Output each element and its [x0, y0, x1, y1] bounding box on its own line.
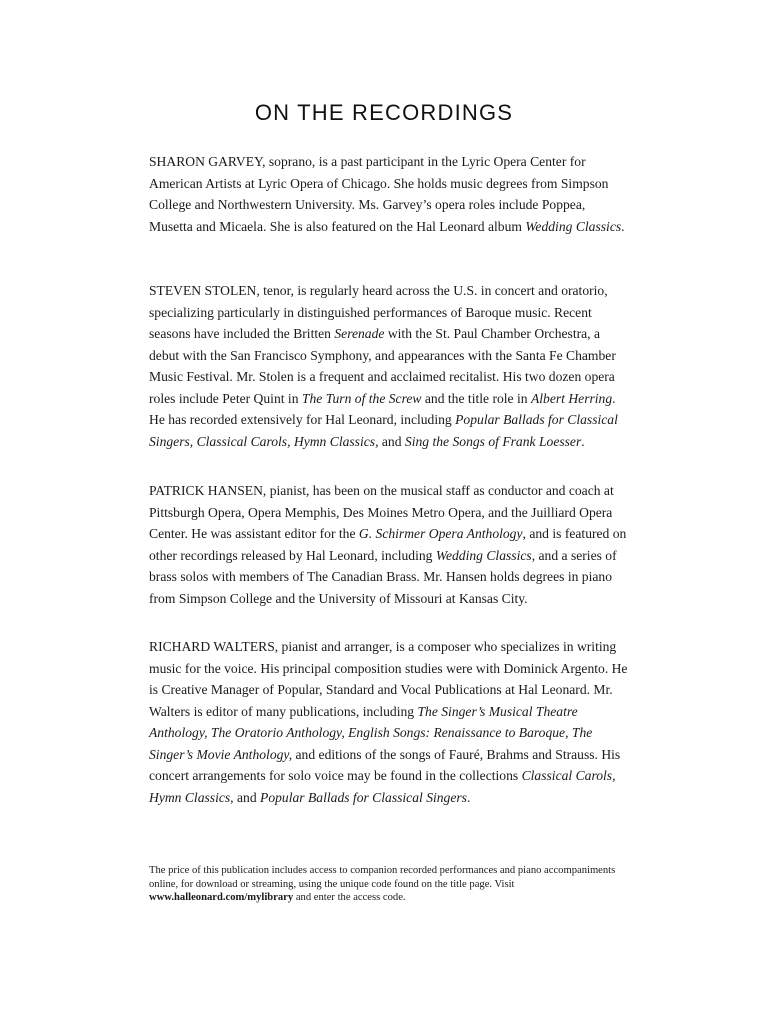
bio-richard-walters — [149, 636, 629, 808]
bio-italic-title: Classical Carols, Hymn Classics, — [149, 768, 616, 805]
bio-patrick-hansen — [149, 480, 629, 609]
bio-text: and editions of the songs of Fauré, Brahms and Strauss. His concert arrangements for solo voice may be found in the collections — [149, 746, 621, 783]
footer-text: and enter the access code. — [293, 892, 406, 904]
bio-text: with the St. Paul Chamber Orchestra, a debut with the San Francisco Symphony, and appearances with the Santa Fe Chamber Music Festival. Mr. Stolen is a frequent and acclaimed recitalist. His two dozen opera roles include Peter Quint in — [149, 326, 616, 406]
bio-italic-title: Popular Ballads for Classical Singers, Classical Carols, Hymn Classics, — [149, 412, 618, 449]
bio-italic-title: The Singer’s Musical Theatre Anthology, The Oratorio Anthology, English Songs: Renaissance to Baroque, The Singer’s Movie Anthology, — [149, 703, 593, 762]
bio-text: . — [466, 789, 471, 805]
footer-text: The price of this publication includes access to companion recorded performances and piano accompaniments online, for download or streaming, using the unique code found on the title page. Visit — [149, 865, 616, 890]
bio-text: SHARON GARVEY, soprano, is a past participant in the Lyric Opera Center for American Artists at Lyric Opera of Chicago. She holds music degrees from Simpson College and Northwestern University. Ms. Garvey’s opera roles include Poppea, Musetta and Micaela. She is also featured on the Hal Leonard album — [149, 154, 609, 234]
bio-text: , and is featured on other recordings released by Hal Leonard, including — [149, 526, 627, 563]
bio-italic-title: Wedding Classics — [525, 218, 622, 234]
bio-text: . — [581, 433, 585, 449]
bio-italic-title: Wedding Classics — [435, 547, 532, 563]
bio-italic-title: G. Schirmer Opera Anthology — [358, 526, 523, 541]
bio-text: RICHARD WALTERS, pianist and arranger, is a composer who specializes in writing music for the voice. His principal composition studies were with Dominick Argento. He is Creative Manager of Popular, Standard and Vocal Publications at Hal Leonard. Mr. Walters is editor of many publications, including — [149, 639, 628, 719]
access-code-note — [149, 864, 629, 905]
bio-text: STEVEN STOLEN, tenor, is regularly heard across the U.S. in concert and oratorio, specializing particularly in distinguished performances of Baroque music. Recent seasons have included the Britten — [149, 283, 608, 341]
page-title: ON THE RECORDINGS — [254, 100, 514, 125]
bio-text: and — [233, 789, 261, 805]
bio-italic-title: Albert Herring — [530, 390, 613, 406]
bio-italic-title: Serenade — [334, 326, 385, 341]
bio-text: and — [378, 433, 405, 449]
library-link[interactable]: www.halleonard.com/mylibrary — [149, 892, 294, 904]
bio-steven-stolen — [149, 280, 629, 452]
bio-sharon-garvey — [149, 151, 629, 237]
bio-italic-title: The Turn of the Screw — [301, 390, 422, 406]
bio-text: and the title role in — [421, 390, 531, 406]
bio-text: . He has recorded extensively for Hal Leonard, including — [149, 390, 616, 427]
bio-text: PATRICK HANSEN, pianist, has been on the musical staff as conductor and coach at Pittsburgh Opera, Opera Memphis, Des Moines Metro Opera, and the Juilliard Opera Center. He was assistant editor for the — [149, 483, 614, 541]
bio-text: , and a series of brass solos with members of The Canadian Brass. Mr. Hansen holds degrees in piano from Simpson College and the University of Missouri at Kansas City. — [149, 547, 617, 606]
bio-italic-title: Sing the Songs of Frank Loesser — [404, 433, 582, 449]
bio-text: . — [621, 218, 625, 234]
bio-italic-title: Popular Ballads for Classical Singers — [260, 789, 467, 805]
